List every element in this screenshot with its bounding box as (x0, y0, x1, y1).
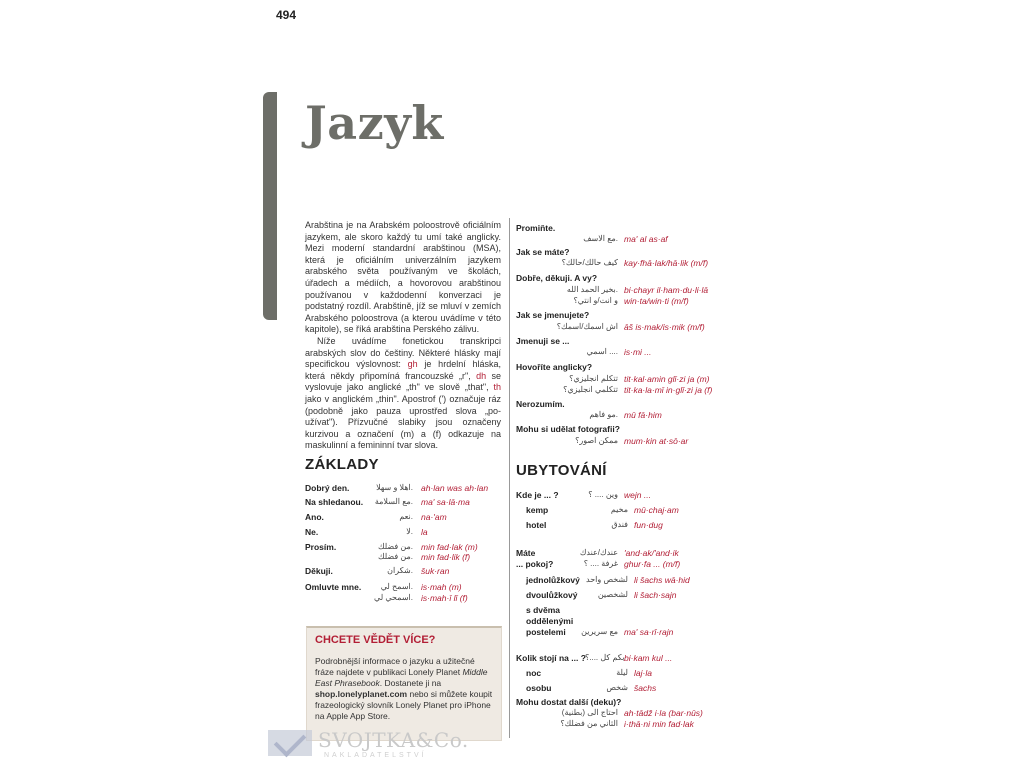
phrase-tr: mū·chaj·am (634, 505, 679, 515)
phrase-ar: مخيم (610, 505, 628, 514)
phrase-tr: is·mi ... (624, 347, 652, 357)
phrase-cz: kemp (526, 505, 549, 515)
phrase-ar: مو فاهم. (589, 410, 618, 419)
phrase-ar: اسمحي لي. (374, 593, 413, 602)
phrase-tr: 'and·ak/'and·ik (624, 548, 679, 558)
phrase-ar: شكران. (387, 566, 413, 575)
phrase-tr: šuk·ran (421, 566, 450, 576)
intro-paragraph-2: Níže uvádíme fonetickou transkripci arabských slov do češtiny. Některé hlásky mají specifickou výslovnost: gh je hrdelní hláska, která někdy připomíná francouzské „r", dh se vyslovuje jako anglické „th" ve slově „that", th jako v anglickém „thin". Apostrof (') označuje ráz (podobně jako pauza uprostřed slova „po-užívat"). Přízvučné slabiky jsou označeny kurzivou a označení (m) a (f) odkazuje na maskulinní a femininní tvar slova. (305, 335, 502, 451)
phrase-ar: غرفة .... ؟ (583, 559, 618, 568)
phrase-cz: jednolůžkový (526, 575, 580, 585)
phrase-ar: من فضلك. (378, 542, 413, 551)
phrase-tr: ah·lan was ah·lan (421, 483, 489, 493)
phrase-ar: ممكن اصور؟ (575, 436, 618, 445)
phrase-tr: šachs (634, 683, 657, 693)
info-box-heading: CHCETE VĚDĚT VÍCE? (315, 634, 436, 646)
chapter-tab-bar (263, 92, 277, 320)
phrase-tr: tit·ka·la·mī in·glī·zi ja (f) (624, 385, 713, 395)
phrase-ar: مع سريرين (581, 627, 618, 636)
phrase-tr: ma' sa·rī·rajn (624, 627, 674, 637)
phrase-cz: hotel (526, 520, 547, 530)
phrase-ar: لشخص واحد (586, 575, 628, 584)
phrase-ar: بكم كل ....؟ (585, 653, 625, 662)
phrase-cz: Ne. (305, 527, 319, 537)
phrase-ar: عندك/عندك (579, 548, 618, 557)
phrase-cz: Prosím. (305, 542, 337, 552)
phrase-ar: بخير الحمد الله. (566, 285, 618, 294)
phrase-tr: is·mah·ī lī (f) (421, 593, 468, 603)
phrase-ar: فندق (611, 520, 628, 529)
phrase-cz: Omluvte mne. (305, 582, 362, 592)
phrase-cz: ... pokoj? (516, 559, 554, 569)
info-box-text: Podrobnější informace o jazyku a užitečné fráze najdete v publikaci Lonely Planet Middle East Phrasebook. Dostanete ji na shop.lonelyplanet.com nebo si můžete koupit frazeologický slovník Lonely Planet pro iPhone na Apple App Store. (315, 656, 493, 721)
phrase-tr: ma' al as·af (624, 234, 668, 244)
phrase-cz: Na shledanou. (305, 497, 364, 507)
phrase-cz: postelemi (526, 627, 566, 637)
phrase-ar: لشخصين (597, 590, 628, 599)
phrase-cz: Promiňte. (516, 223, 556, 233)
phrase-tr: tit·kal·amin glī·zi ja (m) (624, 374, 710, 384)
section-heading-zaklady: ZÁKLADY (305, 456, 379, 473)
phrase-cz: Mohu si udělat fotografii? (516, 424, 620, 434)
watermark-sub: NAKLADATELSTVÍ (324, 752, 427, 759)
phrase-cz: Ano. (305, 512, 324, 522)
phrase-ar: اسمي .... (586, 347, 618, 356)
phrase-ar: شخص (606, 683, 628, 692)
phrase-ar: كيف حالك/حالك؟ (561, 258, 618, 267)
phrase-cz: Jmenuji se ... (516, 336, 570, 346)
phrase-ar: لا. (406, 527, 413, 536)
phrase-tr: ma' sa·lā·ma (421, 497, 470, 507)
phrase-tr: i·thā·ni min fad·lak (624, 719, 694, 729)
phrase-tr: is·mah (m) (421, 582, 462, 592)
phrase-tr: ah·tādž i·la (bar·nūs) (624, 708, 703, 718)
phrase-tr: na·'am (421, 512, 447, 522)
phrase-cz: oddělenými (526, 616, 574, 626)
phrase-ar: اسمح لي. (380, 582, 413, 591)
phrase-cz: noc (526, 668, 542, 678)
phrase-ar: مع الاسف. (583, 234, 618, 243)
phrase-ar: تتكلمي انجليزي؟ (563, 385, 618, 394)
phrase-ar: تتكلم انجليزي؟ (569, 374, 618, 383)
phrase-tr: wejn ... (624, 490, 651, 500)
phrase-tr: fun·dug (634, 520, 663, 530)
phrase-ar: اش اسمك/اسمك؟ (556, 322, 618, 331)
page-number: 494 (276, 8, 297, 22)
phrase-tr: mum·kin at·sō·ar (624, 436, 689, 446)
watermark-name: SVOJTKA&Co. (318, 728, 469, 752)
phrase-tr: la (421, 527, 428, 537)
check-logo-icon (268, 730, 312, 756)
phrase-ar: مع السلامة. (374, 497, 413, 506)
intro-text (305, 220, 501, 452)
phrase-tr: laj·la (634, 668, 652, 678)
phrase-ar: نعم. (399, 512, 413, 521)
phrase-cz: Mohu dostat další (deku)? (516, 697, 622, 707)
phrase-cz: Dobrý den. (305, 483, 350, 493)
phrase-cz: osobu (526, 683, 552, 693)
phrase-tr: bi·kam kul ... (624, 653, 673, 663)
phrase-tr: kay·fhā·lak/hā·lik (m/f) (624, 258, 709, 268)
section-heading-ubytovani: UBYTOVÁNÍ (516, 462, 607, 479)
phrase-tr: li šachs wā·hid (634, 575, 690, 585)
phrase-ar: وين .... ؟ (588, 490, 618, 499)
phrase-cz: Jak se máte? (516, 247, 570, 257)
phrase-ar: من فضلك. (378, 552, 413, 561)
phrase-tr: min fad·lak (m) (421, 542, 478, 552)
phrase-ar: اهلا و سهلا. (376, 483, 413, 492)
phrase-ar: ليلة (616, 668, 628, 677)
phrase-tr: mū fā·him (624, 410, 662, 420)
phrase-cz: Hovoříte anglicky? (516, 362, 593, 372)
phrase-cz: Kde je ... ? (516, 490, 559, 500)
phrase-tr: li šach·sajn (634, 590, 677, 600)
phrase-cz: Jak se jmenujete? (516, 310, 590, 320)
chapter-title: Jazyk (305, 96, 444, 150)
phrase-ar: الثاني من فضلك؟ (560, 719, 618, 728)
phrase-cz: Dobře, děkuji. A vy? (516, 273, 598, 283)
phrase-cz: dvoulůžkový (526, 590, 578, 600)
phrase-tr: min fad·lik (f) (421, 552, 471, 562)
phrase-tr: ghur·fa ... (m/f) (624, 559, 681, 569)
phrase-ar: احتاج الى (بطنية) (561, 708, 618, 717)
phrase-cz: Máte (516, 548, 536, 558)
phrase-cz: s dvěma (526, 605, 561, 615)
phrase-tr: āš is·mak/is·mik (m/f) (624, 322, 705, 332)
phrase-ar: و انت/و انتي؟ (573, 296, 618, 305)
phrase-cz: Nerozumím. (516, 399, 565, 409)
shop-link[interactable]: shop.lonelyplanet.com (315, 689, 408, 699)
phrase-cz: Děkuji. (305, 566, 333, 576)
phrase-cz: Kolik stojí na ... ? (516, 653, 586, 663)
intro-paragraph-1: Arabština je na Arabském poloostrově oficiálním jazykem, ale skoro každý tu umí také anglicky. Mezi moderní standardní arabštinou (MSA), která je oficiálním univerzálním jazykem arabského světa používaným ve školách, úřadech a médiích, a hovorovou arabštinou používanou v každodenní konverzaci je podstatný rozdíl. Arabštině, jíž se mluví v zemích Arabského poloostrova (a kterou uvádíme v této kapitole), se říká arabština Perského zálivu. (305, 220, 501, 335)
phrase-tr: bi·chayr il·ham·du·li·lā (624, 285, 709, 295)
phrase-tr: win·ta/win·ti (m/f) (624, 296, 689, 306)
column-divider (509, 218, 510, 738)
publisher-watermark (268, 724, 469, 764)
